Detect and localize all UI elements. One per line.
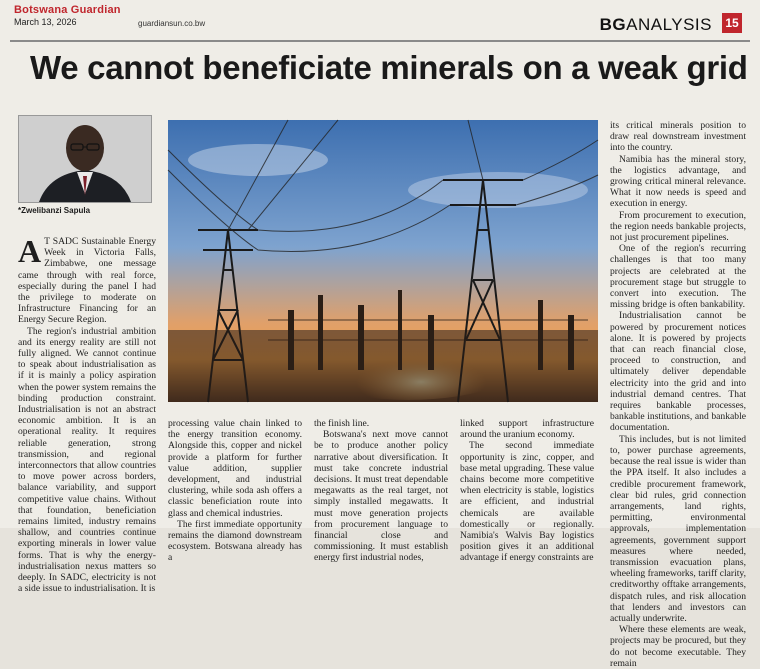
paragraph: The second immediate opportunity is zinc, copper, and base metal upgrading. These value chains become more competitive when electricity is stable, logistics are efficient, and industrial chemicals are available domestically or regionally. Namibia's Walvis Bay logistics position gives it an additional advantage if energy constraints are: [460, 440, 594, 564]
section-prefix: BG: [599, 15, 627, 34]
article-column-1: [18, 233, 156, 595]
paragraph: its critical minerals position to draw real downstream investment into the country.: [610, 120, 746, 154]
publication-name: Botswana Guardian: [14, 4, 121, 16]
paragraph: the finish line.: [314, 418, 370, 429]
page-number: 15: [722, 13, 742, 33]
paragraph: linked support infrastructure around the uranium economy.: [460, 418, 594, 441]
article-column-4: [460, 418, 594, 564]
section-title: [600, 15, 712, 35]
header-divider: [10, 40, 750, 42]
paragraph: Industrialisation cannot be powered by procurement notices alone. It is powered by projects that can reach financial close, proceed to construction, and ultimately deliver dependable electricity into the grid and into industrial demand centres. That requires bankable processes, bankable institutions, and bankable documentation.: [610, 310, 746, 434]
section-name: ANALYSIS: [626, 15, 712, 34]
paragraph: From procurement to execution, the region needs bankable projects, not just procurement pipelines.: [610, 209, 746, 244]
paragraph: A T SADC Sustainable Energy Week in Victoria Falls, Zimbabwe, one message came through with real force, especially during the panel I had the privilege to moderate on Infrastructure Financing for an Energy Secure Region.: [18, 233, 156, 326]
paragraph: This includes, but is not limited to, power purchase agreements, because the real issue is wider than the PPA itself. It also includes a credible procurement framework, clear bid rules, grid connection arrangements, land rights, permitting, environmental approvals, implementation agreements, government support measures where needed, transmission evacuation plans, wheeling frameworks, tariff clarity, creditworthy offtake arrangements, dispatch rules, and risk allocation that lenders and investors can actually underwrite.: [610, 433, 746, 624]
paragraph: processing value chain linked to the energy transition economy. Alongside this, copper and nickel provide a platform for further value addition, supplier development, and industrial clustering, while soda ash offers a classic beneficiation route into glass and chemical industries.: [168, 418, 302, 519]
paragraph: The region's industrial ambition and its energy reality are still not fully aligned. We cannot continue to speak about industrialisation as if it is mainly a policy aspiration when the power system remains the binding production constraint. Industrialisation is not an abstract economic ambition. It is an operational reality. It requires reliable generation, strong transmission, and regional interconnectors that allow countries to move power across borders, balance variability, and support competitive value chains. Without that foundation, beneficiation remains limited, industry remains shallow, and countries continue exporting minerals in lower value forms. That is why the energy-industrialisation nexus matters so deeply. In SADC, electricity is not a side issue to industrialisation. It is: [18, 325, 156, 595]
paragraph: Botswana's next move cannot be to produce another policy narrative about diversification. It must take concrete industrial decisions. It must treat dependable megawatts as the real target, not simply installed megawatts. It must move generation projects from procurement language to financial close and commissioning. It must establish energy first industrial nodes,: [314, 429, 448, 564]
headline: We cannot beneficiate minerals on a weak grid: [30, 49, 748, 86]
drop-cap: A: [18, 233, 42, 269]
paragraph: One of the region's recurring challenges is that too many projects are celebrated at the procurement stage but struggle to convert into execution. The missing bridge is often bankability.: [610, 243, 746, 311]
article-column-5: [610, 120, 746, 669]
article-column-2: [168, 418, 302, 564]
paragraph: Where these elements are weak, projects may be procured, but they do not become executable. They remain: [610, 624, 746, 669]
paragraph: Namibia has the mineral story, the logistics advantage, and growing critical mineral relevance. What it now needs is speed and execution in energy.: [610, 153, 746, 210]
paragraph: The first immediate opportunity remains the diamond downstream ecosystem. Botswana already has a: [168, 518, 302, 564]
author-photo: [18, 115, 152, 203]
power-pylons-photo: [168, 120, 598, 402]
website-url: guardiansun.co.bw: [138, 19, 206, 28]
article-column-3: [314, 418, 448, 564]
byline: *Zwelibanzi Sapula: [18, 206, 91, 215]
masthead: [14, 4, 121, 27]
issue-date: March 13, 2026: [14, 17, 77, 27]
